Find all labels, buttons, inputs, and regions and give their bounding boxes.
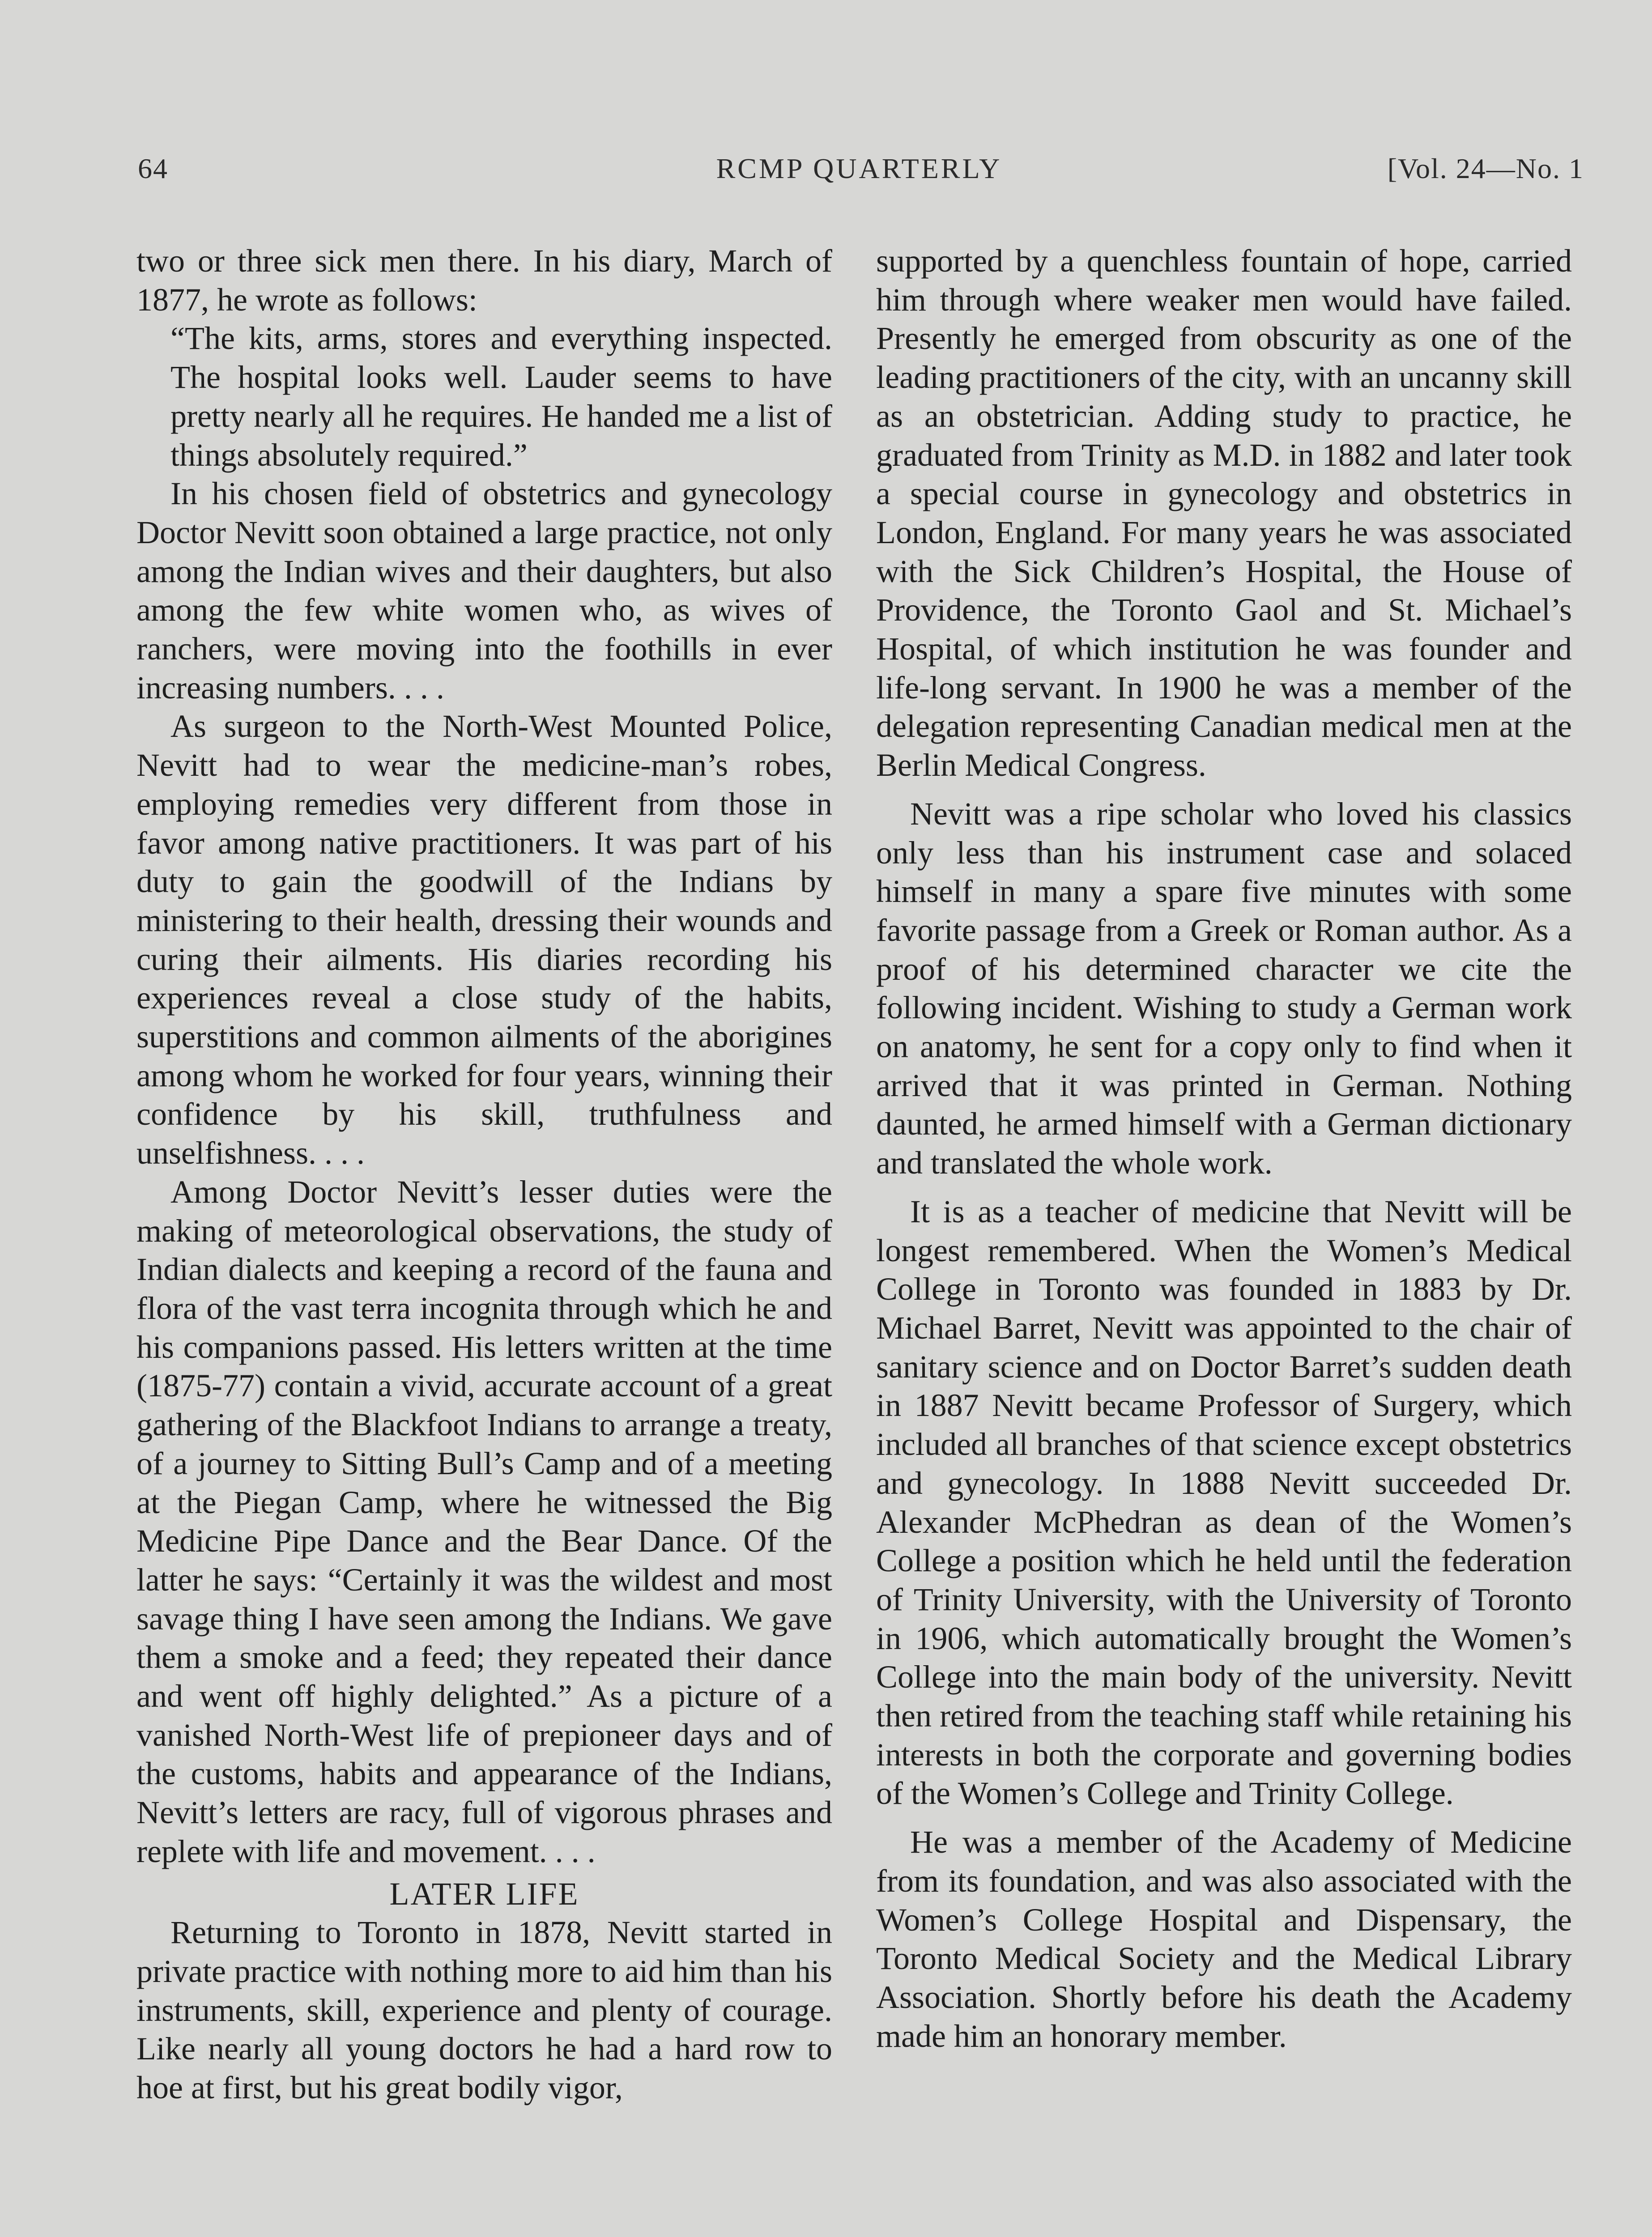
running-header [134, 152, 1584, 201]
paragraph: As surgeon to the North-West Mounted Police, Nevitt had to wear the medicine-man’s robes, employing remedies very different from those in favor among native practitioners. It was part of his duty to gain the goodwill of the Indians by ministering to their health, dressing their wounds and curing their ailments. His diaries recording his experiences reveal a close study of the habits, superstitions and common ailments of the aborigines among whom he worked for four years, winning their confidence by his skill, truthfulness and unselfishness. . . . [136, 708, 832, 1171]
publication-title: RCMP QUARTERLY [716, 153, 1002, 184]
paragraph: Returning to Toronto in 1878, Nevitt started in private practice with nothing more to aid him than his instruments, skill, experience and plenty of courage. Like nearly all young doctors he had a hard row to hoe at first, but his great bodily vigor, [136, 1914, 832, 2106]
paragraph: It is as a teacher of medicine that Nevitt will be longest remembered. When the Women’s Medical College in Toronto was founded in 1883 by Dr. Michael Barret, Nevitt was appointed to the chair of sanitary science and on Doctor Barret’s sudden death in 1887 Nevitt became Professor of Surgery, which included all branches of that science except obstetrics and gynecology. In 1888 Nevitt succeeded Dr. Alexander McPhedran as dean of the Women’s College a position which he held until the federation of Trinity University, with the University of Toronto in 1906, which automatically brought the Women’s College into the main body of the university. Nevitt then retired from the teaching staff while retaining his interests in both the corporate and governing bodies of the Women’s College and Trinity College. [876, 1193, 1572, 1812]
paragraph: He was a member of the Academy of Medicine from its foundation, and was also associated with the Women’s College Hospital and Dispensary, the Toronto Medical Society and the Medical Library Association. Shortly before his death the Academy made him an honorary member. [876, 1824, 1572, 2054]
paragraph: supported by a quenchless fountain of hope, carried him through where weaker men would have failed. Presently he emerged from obscurity as one of the leading practitioners of the city, with an uncanny skill as an obstetrician. Adding study to practice, he graduated from Trinity as M.D. in 1882 and later took a special course in gynecology and obstetrics in London, England. For many years he was associated with the Sick Children’s Hospital, the House of Providence, the Toronto Gaol and St. Michael’s Hospital, of which institution he was founder and life-long servant. In 1900 he was a member of the delegation representing Canadian medical men at the Berlin Medical Congress. [876, 243, 1572, 783]
diary-quote [170, 319, 832, 474]
paragraph: two or three sick men there. In his diary, March of 1877, he wrote as follows: [136, 243, 832, 318]
left-column [136, 242, 832, 2107]
paragraph: In his chosen field of obstetrics and gynecology Doctor Nevitt soon obtained a large practice, not only among the Indian wives and their daughters, but also among the few white women who, as wives of ranchers, were moving into the foothills in ever increasing numbers. . . . [136, 476, 832, 706]
paragraph: Among Doctor Nevitt’s lesser duties were the making of meteorological observations, the study of Indian dialects and keeping a record of the fauna and flora of the vast terra incognita through which he and his companions passed. His letters written at the time (1875-77) contain a vivid, accurate account of a great gathering of the Blackfoot Indians to arrange a treaty, of a journey to Sitting Bull’s Camp and of a meeting at the Piegan Camp, where he witnessed the Big Medicine Pipe Dance and the Bear Dance. Of the latter he says: “Certainly it was the wildest and most savage thing I have seen among the Indians. We gave them a smoke and a feed; they repeated their dance and went off highly delighted.” As a picture of a vanished North-West life of prepioneer days and of the customs, habits and appearance of the Indians, Nevitt’s letters are racy, full of vigorous phrases and replete with life and movement. . . . [136, 1174, 832, 1869]
right-column [876, 242, 1572, 2055]
page-number: 64 [138, 153, 168, 184]
quote-text: “The kits, arms, stores and everything inspected. The hospital looks well. Lauder seems to have pretty nearly all he requires. He handed me a list of things absolutely required.” [170, 320, 832, 473]
section-heading: LATER LIFE [389, 1876, 579, 1912]
issue-label: [Vol. 24—No. 1 [1387, 153, 1584, 184]
paragraph: Nevitt was a ripe scholar who loved his classics only less than his instrument case and solaced himself in many a spare five minutes with some favorite passage from a Greek or Roman author. As a proof of his determined character we cite the following incident. Wishing to study a German work on anatomy, he sent for a copy only to find when it arrived that it was printed in German. Nothing daunted, he armed himself with a German dictionary and translated the whole work. [876, 795, 1572, 1181]
